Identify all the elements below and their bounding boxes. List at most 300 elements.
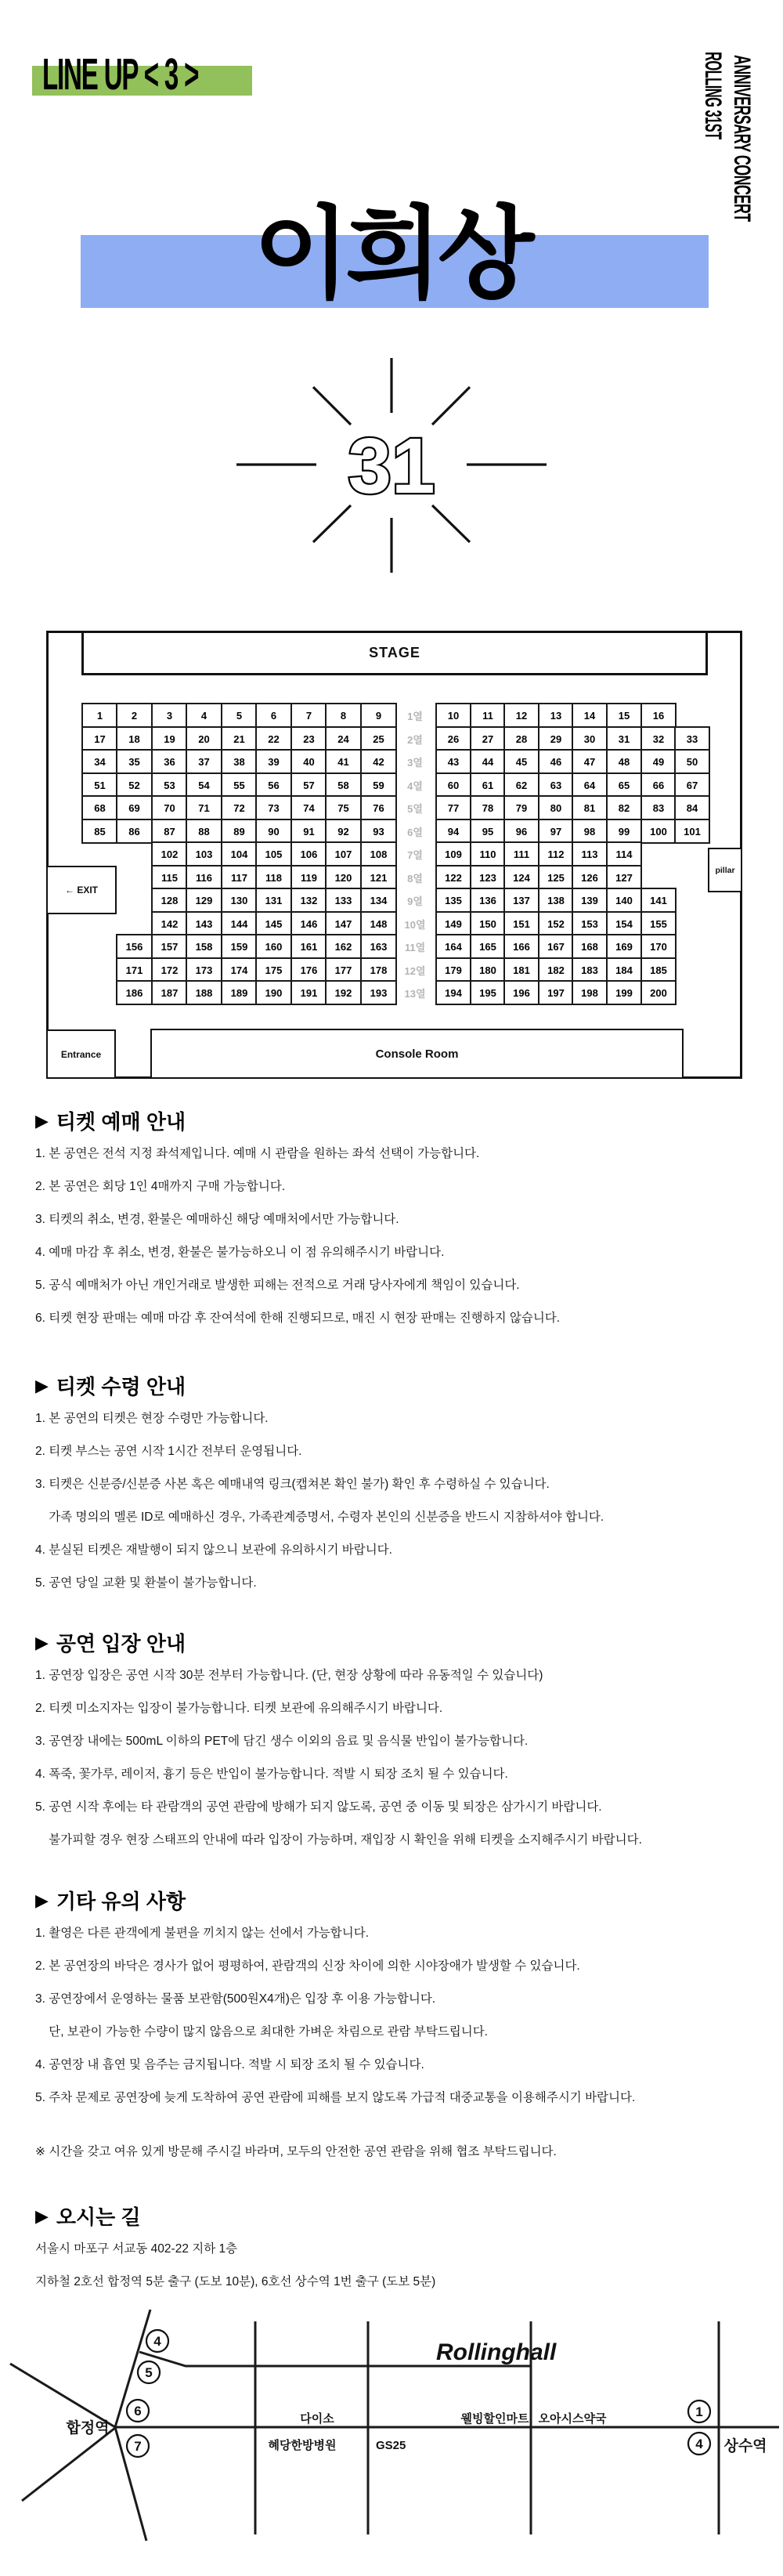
seat-cell: 136: [470, 888, 506, 913]
seat-cell: 149: [435, 911, 471, 936]
poi-daiso: 다이소: [300, 2412, 334, 2426]
seat-cell: 160: [255, 934, 292, 959]
seat-cell: 21: [221, 726, 258, 751]
section-item-list: [35, 1659, 763, 1857]
station-label-hapjeong: 합정역: [66, 2420, 110, 2437]
seat-cell: 30: [572, 726, 608, 751]
pillar-label: pillar: [715, 865, 735, 875]
seat-cell: 97: [538, 819, 574, 844]
seat-cell: 180: [470, 957, 506, 982]
section-item: 2. 티켓 미소지자는 입장이 불가능합니다. 티켓 보관에 유의해주시기 바랍니다.: [35, 1702, 443, 1715]
seat-cell: 77: [435, 795, 471, 820]
seat-cell: 54: [186, 772, 222, 798]
seat-cell: 29: [538, 726, 574, 751]
seat-cell: 53: [151, 772, 188, 798]
seat-cell: 72: [221, 795, 258, 820]
seat-cell: 91: [290, 819, 327, 844]
seat-cell: 200: [640, 980, 677, 1005]
seat-cell: 182: [538, 957, 574, 982]
section-item: 3. 공연장에서 운영하는 물품 보관함(500원X4개)은 입장 후 이용 가능합니다.: [35, 1992, 436, 2006]
seat-row-label: 6열: [407, 826, 423, 838]
seat-cell: 174: [221, 957, 258, 982]
seat-cell: 148: [360, 911, 397, 936]
seat-cell: 129: [186, 888, 222, 913]
seat-row-label: 10열: [404, 918, 426, 931]
seat-cell: 2: [116, 703, 153, 728]
seat-row-label: 7열: [407, 848, 423, 861]
seat-cell: 96: [503, 819, 539, 844]
seat-cell: 41: [325, 749, 362, 774]
seat-cell: 155: [640, 911, 677, 936]
seat-cell: 51: [81, 772, 118, 798]
vertical-event-title-line2: ANNIVERSARY CONCERT: [729, 55, 755, 222]
seat-cell: 184: [606, 957, 642, 982]
seat-cell: 150: [470, 911, 506, 936]
seat-cell: 49: [640, 749, 677, 774]
section-item: 5. 주차 문제로 공연장에 늦게 도착하여 공연 관람에 피해를 보지 않도록 가급적 대중교통을 이용해주시기 바랍니다.: [35, 2091, 636, 2104]
seat-cell: 126: [572, 865, 608, 890]
seat-cell: 64: [572, 772, 608, 798]
seat-cell: 113: [572, 841, 608, 867]
triangle-bullet-icon: ▶: [35, 1110, 49, 1131]
exit-circle-7: [127, 2435, 149, 2457]
section-title: 오시는 길: [56, 2205, 141, 2229]
exit-circle-5: [138, 2361, 160, 2383]
seat-cell: 127: [606, 865, 642, 890]
seat-row-label: 1열: [407, 710, 423, 722]
seat-cell: 1: [81, 703, 118, 728]
seat-cell: 163: [360, 934, 397, 959]
seat-cell: 178: [360, 957, 397, 982]
seat-cell: 147: [325, 911, 362, 936]
seat-cell: 191: [290, 980, 327, 1005]
seat-cell: 13: [538, 703, 574, 728]
seat-cell: 146: [290, 911, 327, 936]
seat-cell: 31: [606, 726, 642, 751]
seat-cell: 81: [572, 795, 608, 820]
seat-cell: 19: [151, 726, 188, 751]
seat-cell: 86: [116, 819, 153, 844]
seat-cell: 84: [674, 795, 710, 820]
seat-row-label: 13열: [404, 987, 426, 1000]
seat-cell: 132: [290, 888, 327, 913]
stage-label: STAGE: [369, 645, 420, 660]
section-title: 티켓 예매 안내: [56, 1110, 186, 1134]
seat-cell: 60: [435, 772, 471, 798]
seat-cell: 43: [435, 749, 471, 774]
seat-cell: 9: [360, 703, 397, 728]
section-item: 4. 분실된 티켓은 재발행이 되지 않으니 보관에 유의하시기 바랍니다.: [35, 1543, 392, 1557]
seat-cell: 79: [503, 795, 539, 820]
seat-cell: 133: [325, 888, 362, 913]
seat-cell: 179: [435, 957, 471, 982]
section-heading: [35, 2202, 763, 2230]
section-item: 6. 티켓 현장 판매는 예매 마감 후 잔여석에 한해 진행되므로, 매진 시 현장 판매는 진행하지 않습니다.: [35, 1312, 561, 1325]
seat-row-label: 3열: [407, 756, 423, 769]
seat-cell: 80: [538, 795, 574, 820]
seat-cell: 194: [435, 980, 471, 1005]
section-item-list: [35, 1402, 763, 1600]
seat-cell: 176: [290, 957, 327, 982]
seat-cell: 103: [186, 841, 222, 867]
lineup-label: LINE UP < 3 >: [42, 49, 199, 99]
section-item: 불가피할 경우 현장 스태프의 안내에 따라 입장이 가능하며, 재입장 시 확인을 위해 티켓을 소지해주시기 바랍니다.: [35, 1833, 642, 1847]
seat-cell: 188: [186, 980, 222, 1005]
seat-cell: 73: [255, 795, 292, 820]
section-title: 공연 입장 안내: [56, 1632, 186, 1655]
seat-cell: 198: [572, 980, 608, 1005]
seat-cell: 140: [606, 888, 642, 913]
exit-number: 7: [134, 2439, 142, 2454]
seat-cell: 44: [470, 749, 506, 774]
section-heading: [35, 1371, 763, 1400]
triangle-bullet-icon: ▶: [35, 1632, 49, 1652]
seat-cell: 187: [151, 980, 188, 1005]
seat-cell: 139: [572, 888, 608, 913]
exit-circle-6: [127, 2400, 149, 2422]
seat-cell: 134: [360, 888, 397, 913]
seat-cell: 10: [435, 703, 471, 728]
seat-cell: 47: [572, 749, 608, 774]
section-item-list: [35, 1917, 763, 2115]
seat-cell: 46: [538, 749, 574, 774]
seat-cell: 190: [255, 980, 292, 1005]
seat-cell: 42: [360, 749, 397, 774]
seat-cell: 145: [255, 911, 292, 936]
seat-cell: 3: [151, 703, 188, 728]
starburst-number: 31: [348, 422, 435, 510]
seat-cell: 17: [81, 726, 118, 751]
section-item: 1. 공연장 입장은 공연 시작 30분 전부터 가능합니다. (단, 현장 상황에 따라 유동적일 수 있습니다): [35, 1669, 543, 1682]
seat-cell: 93: [360, 819, 397, 844]
seat-cell: 156: [116, 934, 153, 959]
console-room-box: [150, 1029, 684, 1079]
seat-cell: 20: [186, 726, 222, 751]
section-item: 2. 티켓 부스는 공연 시작 1시간 전부터 운영됩니다.: [35, 1445, 302, 1458]
section-item: 1. 본 공연의 티켓은 현장 수령만 가능합니다.: [35, 1412, 269, 1425]
section-item: 단, 보관이 가능한 수량이 많지 않음으로 최대한 가벼운 차림으로 관람 부탁드립니다.: [35, 2025, 488, 2039]
poi-oasis-pharmacy: 오아시스약국: [538, 2412, 607, 2426]
seat-cell: 172: [151, 957, 188, 982]
section-item: 가족 명의의 멜론 ID로 예매하신 경우, 가족관계증명서, 수령자 본인의 신분증을 반드시 지참하셔야 합니다.: [35, 1511, 604, 1524]
section-heading: [35, 1106, 763, 1135]
seat-cell: 158: [186, 934, 222, 959]
diagonal-road: [10, 2364, 115, 2427]
seat-cell: 185: [640, 957, 677, 982]
seat-row-label: 4열: [407, 780, 423, 792]
seat-cell: 102: [151, 841, 188, 867]
seat-cell: 92: [325, 819, 362, 844]
section-item: 1. 촬영은 다른 관객에게 불편을 끼치지 않는 선에서 가능합니다.: [35, 1927, 370, 1940]
section-ticket-booking: [35, 1106, 763, 1325]
seat-cell: 114: [606, 841, 642, 867]
triangle-bullet-icon: ▶: [35, 2205, 49, 2226]
seat-cell: 83: [640, 795, 677, 820]
seat-cell: 34: [81, 749, 118, 774]
diagonal-road: [22, 2428, 115, 2501]
artist-name: 이희상: [253, 198, 530, 310]
map-roads: [10, 2310, 779, 2541]
seat-cell: 166: [503, 934, 539, 959]
seat-cell: 4: [186, 703, 222, 728]
seat-cell: 164: [435, 934, 471, 959]
seat-cell: 63: [538, 772, 574, 798]
exit-circle-sangsu-4: [688, 2433, 710, 2455]
seat-cell: 68: [81, 795, 118, 820]
seat-cell: 66: [640, 772, 677, 798]
seat-cell: 99: [606, 819, 642, 844]
venue-label-rollinghall: Rollinghall: [436, 2339, 557, 2365]
seat-cell: 120: [325, 865, 362, 890]
seat-cell: 85: [81, 819, 118, 844]
seat-cell: 71: [186, 795, 222, 820]
seat-cell: 55: [221, 772, 258, 798]
poi-gs25: GS25: [376, 2439, 406, 2452]
exit-circle-4: [146, 2330, 168, 2352]
section-item: 2. 본 공연장의 바닥은 경사가 없어 평평하여, 관람객의 신장 차이에 의한 시야장애가 발생할 수 있습니다.: [35, 1959, 580, 1973]
section-item: 5. 공연 시작 후에는 타 관람객의 공연 관람에 방해가 되지 않도록, 공연 중 이동 및 퇴장은 삼가시기 바랍니다.: [35, 1800, 602, 1814]
seat-cell: 95: [470, 819, 506, 844]
section-item-list: [35, 1138, 763, 1335]
seat-cell: 59: [360, 772, 397, 798]
seat-cell: 128: [151, 888, 188, 913]
entrance-label: Entrance: [60, 1048, 102, 1060]
exit-circles: [127, 2330, 710, 2457]
seat-cell: 14: [572, 703, 608, 728]
section-item: 3. 티켓은 신분증/신분증 사본 혹은 예매내역 링크(캡쳐본 확인 불가) 확인 후 수령하실 수 있습니다.: [35, 1478, 550, 1491]
seat-cell: 82: [606, 795, 642, 820]
seat-cell: 89: [221, 819, 258, 844]
seat-cell: 144: [221, 911, 258, 936]
seat-cell: 110: [470, 841, 506, 867]
seat-cell: 76: [360, 795, 397, 820]
seat-cell: 22: [255, 726, 292, 751]
seat-cell: 38: [221, 749, 258, 774]
seat-cell: 7: [290, 703, 327, 728]
seat-cell: 69: [116, 795, 153, 820]
seat-cell: 56: [255, 772, 292, 798]
section-item: 4. 공연장 내 흡연 및 음주는 금지됩니다. 적발 시 퇴장 조치 될 수 있습니다.: [35, 2058, 424, 2071]
seat-row-label: 9열: [407, 895, 423, 907]
seat-cell: 12: [503, 703, 539, 728]
seat-cell: 130: [221, 888, 258, 913]
seat-cell: 161: [290, 934, 327, 959]
seat-cell: 39: [255, 749, 292, 774]
seat-cell: 111: [503, 841, 539, 867]
seat-cell: 165: [470, 934, 506, 959]
seat-cell: 58: [325, 772, 362, 798]
seat-cell: 115: [151, 865, 188, 890]
seat-cell: 157: [151, 934, 188, 959]
seat-cell: 196: [503, 980, 539, 1005]
seat-cell: 32: [640, 726, 677, 751]
seat-cell: 121: [360, 865, 397, 890]
seat-cell: 118: [255, 865, 292, 890]
seat-cell: 123: [470, 865, 506, 890]
exit-box: [46, 866, 117, 914]
seat-cell: 8: [325, 703, 362, 728]
section-directions: [35, 2202, 763, 2288]
seat-cell: 124: [503, 865, 539, 890]
seat-cell: 88: [186, 819, 222, 844]
seat-cell: 159: [221, 934, 258, 959]
seat-cell: 142: [151, 911, 188, 936]
seat-cell: 48: [606, 749, 642, 774]
seat-cell: 116: [186, 865, 222, 890]
seat-cell: 125: [538, 865, 574, 890]
seat-cell: 189: [221, 980, 258, 1005]
section-item: 1. 본 공연은 전석 지정 좌석제입니다. 예매 시 관람을 원하는 좌석 선택이 가능합니다.: [35, 1147, 480, 1160]
31-starburst-icon: [235, 356, 548, 576]
seat-cell: 57: [290, 772, 327, 798]
pillar-box: [708, 848, 742, 892]
seat-cell: 75: [325, 795, 362, 820]
section-item: 3. 티켓의 취소, 변경, 환불은 예매하신 해당 예매처에서만 가능합니다.: [35, 1213, 399, 1226]
section-item: 4. 폭죽, 꽃가루, 레이저, 흉기 등은 반입이 불가능합니다. 적발 시 퇴장 조치 될 수 있습니다.: [35, 1767, 508, 1781]
seat-cell: 25: [360, 726, 397, 751]
seat-cell: 98: [572, 819, 608, 844]
seat-cell: 36: [151, 749, 188, 774]
seat-cell: 195: [470, 980, 506, 1005]
section-entry-info: [35, 1628, 763, 1847]
seat-cell: 138: [538, 888, 574, 913]
seat-row-label: 11열: [404, 941, 426, 953]
seat-cell: 67: [674, 772, 710, 798]
seat-cell: 108: [360, 841, 397, 867]
seat-cell: 35: [116, 749, 153, 774]
seat-cell: 197: [538, 980, 574, 1005]
seat-cell: 27: [470, 726, 506, 751]
seat-cell: 70: [151, 795, 188, 820]
seat-cell: 24: [325, 726, 362, 751]
seat-cell: 131: [255, 888, 292, 913]
seat-row-label: 5열: [407, 802, 423, 815]
seat-cell: 170: [640, 934, 677, 959]
section-heading: [35, 1886, 763, 1915]
seat-cell: 117: [221, 865, 258, 890]
seat-cell: 94: [435, 819, 471, 844]
seat-cell: 15: [606, 703, 642, 728]
seat-cell: 74: [290, 795, 327, 820]
seat-cell: 183: [572, 957, 608, 982]
seat-cell: 177: [325, 957, 362, 982]
seat-cell: 50: [674, 749, 710, 774]
exit-number: 5: [145, 2365, 153, 2380]
poi-wellbeing-mart: 웰빙할인마트: [460, 2412, 529, 2426]
seat-cell: 122: [435, 865, 471, 890]
seat-cell: 167: [538, 934, 574, 959]
seat-cell: 141: [640, 888, 677, 913]
section-title: 티켓 수령 안내: [56, 1375, 186, 1398]
seat-cell: 104: [221, 841, 258, 867]
vertical-event-title-line1: ROLLING 31ST: [700, 52, 726, 139]
section-ticket-pickup: [35, 1371, 763, 1590]
seat-cell: 181: [503, 957, 539, 982]
seat-cell: 169: [606, 934, 642, 959]
seat-row-label: 2열: [407, 733, 423, 746]
seat-cell: 173: [186, 957, 222, 982]
section-item: 서울시 마포구 서교동 402-22 지하 1층: [35, 2242, 238, 2256]
seat-cell: 109: [435, 841, 471, 867]
entrance-box: [46, 1029, 116, 1079]
seat-cell: 119: [290, 865, 327, 890]
seat-cell: 162: [325, 934, 362, 959]
section-heading: [35, 1628, 763, 1657]
seat-cell: 61: [470, 772, 506, 798]
section-item: 5. 공연 당일 교환 및 환불이 불가능합니다.: [35, 1576, 257, 1590]
exit-label: ← EXIT: [64, 885, 98, 895]
section-title: 기타 유의 사항: [56, 1890, 186, 1913]
seat-cell: 26: [435, 726, 471, 751]
seat-cell: 45: [503, 749, 539, 774]
section-item: 5. 공식 예매처가 아닌 개인거래로 발생한 피해는 전적으로 거래 당사자에게 책임이 있습니다.: [35, 1279, 520, 1292]
exit-number: 4: [153, 2334, 161, 2349]
seat-cell: 40: [290, 749, 327, 774]
seat-cell: 5: [221, 703, 258, 728]
seat-cell: 168: [572, 934, 608, 959]
seat-cell: 154: [606, 911, 642, 936]
seat-row-label: 12열: [404, 964, 426, 977]
seat-cell: 175: [255, 957, 292, 982]
seat-cell: 28: [503, 726, 539, 751]
seat-cell: 192: [325, 980, 362, 1005]
seat-cell: 199: [606, 980, 642, 1005]
seat-cell: 135: [435, 888, 471, 913]
seat-cell: 62: [503, 772, 539, 798]
seat-cell: 16: [640, 703, 677, 728]
exit-number: 1: [695, 2404, 703, 2419]
seat-cell: 65: [606, 772, 642, 798]
seat-cell: 33: [674, 726, 710, 751]
console-room-label: Console Room: [375, 1047, 459, 1061]
section-item-list: [35, 2233, 763, 2299]
section-item: 4. 예매 마감 후 취소, 변경, 환불은 불가능하오니 이 점 유의해주시기 바랍니다.: [35, 1246, 445, 1259]
triangle-bullet-icon: ▶: [35, 1890, 49, 1910]
exit-number: 6: [134, 2404, 142, 2419]
stage-box: [81, 631, 708, 675]
seat-cell: 6: [255, 703, 292, 728]
station-label-sangsu: 상수역: [723, 2438, 767, 2455]
seat-cell: 186: [116, 980, 153, 1005]
seat-cell: 87: [151, 819, 188, 844]
seat-cell: 23: [290, 726, 327, 751]
exit-circle-sangsu-1: [688, 2401, 710, 2422]
seat-cell: 101: [674, 819, 710, 844]
venue-map: [0, 2303, 783, 2576]
seat-cell: 193: [360, 980, 397, 1005]
seat-cell: 106: [290, 841, 327, 867]
seat-cell: 137: [503, 888, 539, 913]
seat-cell: 90: [255, 819, 292, 844]
seat-cell: 37: [186, 749, 222, 774]
seat-cell: 152: [538, 911, 574, 936]
seat-row-label: 8열: [407, 872, 423, 885]
poi-hyedang-hospital: 혜당한방병원: [268, 2439, 337, 2452]
section-item: 3. 공연장 내에는 500mL 이하의 PET에 담긴 생수 이외의 음료 및 음식물 반입이 불가능합니다.: [35, 1735, 529, 1748]
seat-cell: 78: [470, 795, 506, 820]
seat-cell: 11: [470, 703, 506, 728]
seat-cell: 153: [572, 911, 608, 936]
seat-cell: 105: [255, 841, 292, 867]
seat-cell: 100: [640, 819, 677, 844]
exit-number: 4: [695, 2437, 703, 2451]
section-item: 지하철 2호선 합정역 5분 출구 (도보 10분), 6호선 상수역 1번 출구 (도보 5분): [35, 2275, 436, 2288]
seat-cell: 107: [325, 841, 362, 867]
section-item: 2. 본 공연은 회당 1인 4매까지 구매 가능합니다.: [35, 1180, 286, 1193]
safety-notice: ※ 시간을 갖고 여유 있게 방문해 주시길 바라며, 모두의 안전한 공연 관람을 위해 협조 부탁드립니다.: [35, 2145, 557, 2158]
seat-cell: 171: [116, 957, 153, 982]
seat-cell: 52: [116, 772, 153, 798]
